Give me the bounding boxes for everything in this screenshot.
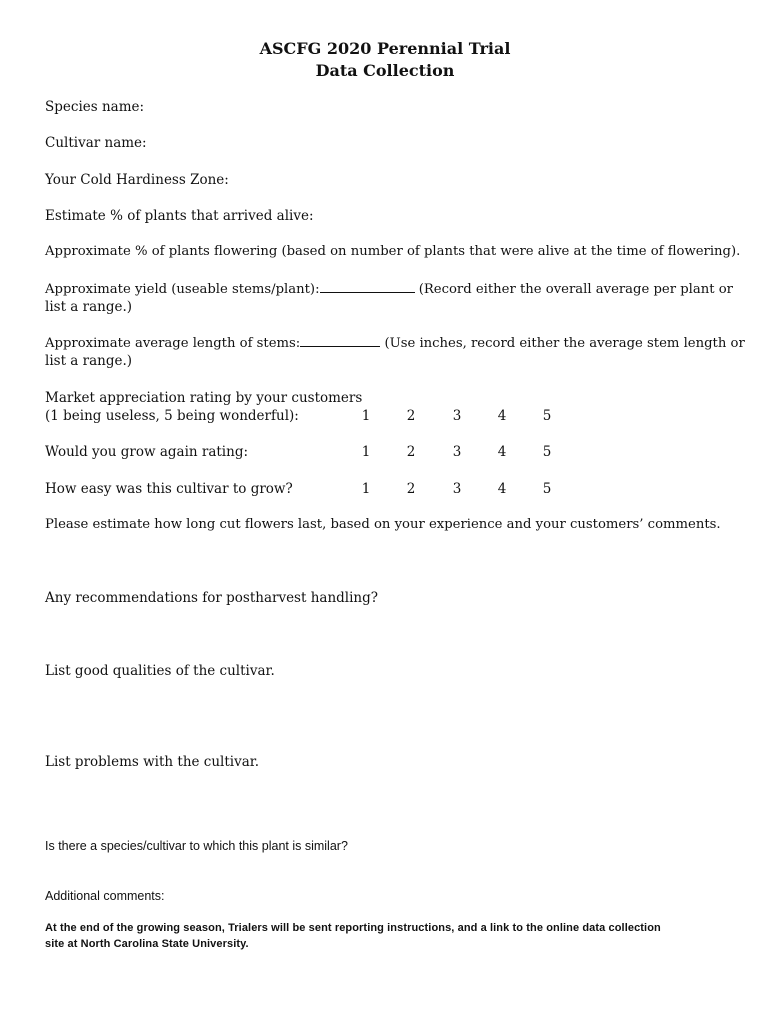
postharvest-question: Any recommendations for postharvest handling?: [45, 590, 378, 606]
market-rating-5[interactable]: 5: [542, 408, 552, 424]
good-qualities-question: List good qualities of the cultivar.: [45, 663, 275, 679]
grow-again-5[interactable]: 5: [542, 444, 552, 460]
vase-life-question: Please estimate how long cut flowers last, based on your experience and your customers’ comments.: [45, 517, 721, 532]
footer-note-line1: At the end of the growing season, Trialers will be sent reporting instructions, and a link to the online data collection: [45, 922, 661, 934]
ease-rating-2[interactable]: 2: [406, 481, 416, 497]
ease-rating-1[interactable]: 1: [361, 481, 371, 497]
yield-note-cont: list a range.): [45, 299, 133, 315]
ease-of-growing-label: How easy was this cultivar to grow?: [45, 481, 293, 497]
market-rating-label-2: (1 being useless, 5 being wonderful):: [45, 408, 299, 424]
problems-question: List problems with the cultivar.: [45, 754, 260, 770]
cultivar-name-label: Cultivar name:: [45, 135, 147, 151]
plants-flowering-label: Approximate % of plants flowering (based on number of plants that were alive at the time of flowering).: [45, 244, 741, 259]
grow-again-label: Would you grow again rating:: [45, 444, 249, 460]
market-rating-3[interactable]: 3: [452, 408, 462, 424]
yield-blank[interactable]: [320, 280, 415, 293]
stem-length-line: [45, 334, 745, 353]
species-name-label: Species name:: [45, 99, 145, 115]
ease-rating-4[interactable]: 4: [497, 481, 507, 497]
yield-label: Approximate yield (useable stems/plant):: [45, 282, 320, 297]
plants-arrived-alive-label: Estimate % of plants that arrived alive:: [45, 208, 314, 224]
grow-again-4[interactable]: 4: [497, 444, 507, 460]
yield-note: (Record either the overall average per plant or: [418, 282, 733, 297]
footer-note-line2: site at North Carolina State University.: [45, 938, 249, 950]
form-title-line2: Data Collection: [315, 61, 455, 80]
ease-rating-3[interactable]: 3: [452, 481, 462, 497]
yield-line: [45, 280, 733, 299]
stem-length-label: Approximate average length of stems:: [45, 336, 301, 351]
ease-rating-5[interactable]: 5: [542, 481, 552, 497]
grow-again-3[interactable]: 3: [452, 444, 462, 460]
market-rating-4[interactable]: 4: [497, 408, 507, 424]
grow-again-2[interactable]: 2: [406, 444, 416, 460]
form-title-line1: ASCFG 2020 Perennial Trial: [259, 39, 511, 58]
similar-cultivar-question: Is there a species/cultivar to which this plant is similar?: [45, 839, 348, 853]
market-rating-label-1: Market appreciation rating by your customers: [45, 390, 363, 406]
footer-note: [45, 920, 725, 952]
market-rating-1[interactable]: 1: [361, 408, 371, 424]
stem-length-note: (Use inches, record either the average stem length or: [384, 336, 745, 351]
stem-length-blank[interactable]: [300, 334, 380, 347]
cold-hardiness-zone-label: Your Cold Hardiness Zone:: [45, 172, 229, 188]
additional-comments-label: Additional comments:: [45, 889, 165, 903]
market-rating-2[interactable]: 2: [406, 408, 416, 424]
stem-length-note-cont: list a range.): [45, 353, 133, 369]
grow-again-1[interactable]: 1: [361, 444, 371, 460]
